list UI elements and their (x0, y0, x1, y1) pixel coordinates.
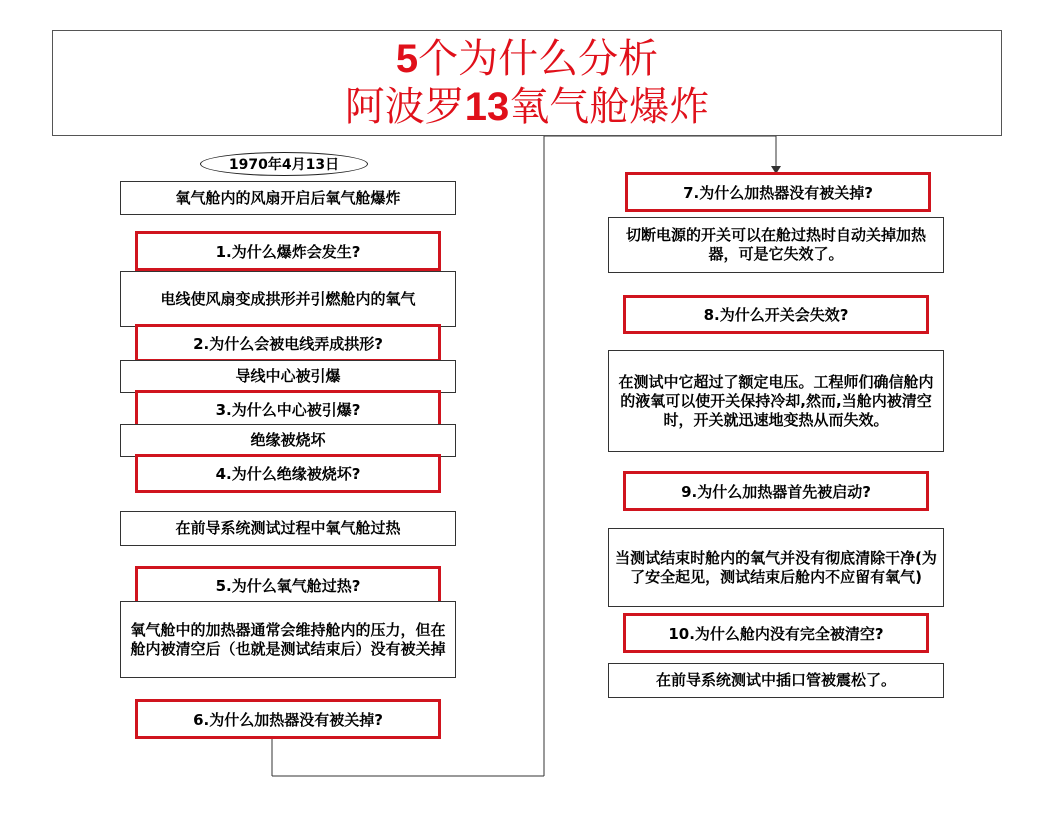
title-text-2a: 阿波罗 (344, 84, 465, 130)
answer-7: 切断电源的开关可以在舱过热时自动关掉加热器，可是它失效了。 (608, 217, 944, 273)
question-4: 4.为什么绝缘被烧坏? (135, 454, 441, 493)
answer-1: 电线使风扇变成拱形并引燃舱内的氧气 (120, 271, 456, 327)
question-9: 9.为什么加热器首先被启动? (623, 471, 929, 511)
answer-2: 导线中心被引爆 (120, 360, 456, 393)
question-6: 6.为什么加热器没有被关掉? (135, 699, 441, 739)
title-text-2b: 氧气舱爆炸 (509, 84, 710, 130)
title-box (52, 30, 1002, 136)
question-3: 3.为什么中心被引爆? (135, 390, 441, 428)
question-5: 5.为什么氧气舱过热? (135, 566, 441, 605)
title-text-1: 个为什么分析 (418, 36, 659, 82)
title-number-13: 13 (464, 85, 510, 129)
date-label: 1970年4月13日 (200, 152, 368, 176)
answer-5: 氧气舱中的加热器通常会维持舱内的压力，但在舱内被清空后（也就是测试结束后）没有被关掉 (120, 601, 456, 678)
answer-9: 当测试结束时舱内的氧气并没有彻底清除干净(为了安全起见，测试结束后舱内不应留有氧气) (608, 528, 944, 607)
title-line-2 (53, 83, 1001, 131)
answer-10: 在前导系统测试中插口管被震松了。 (608, 663, 944, 698)
title-line-1 (53, 35, 1001, 83)
answer-3: 绝缘被烧坏 (120, 424, 456, 457)
title-number-5: 5 (395, 37, 419, 81)
answer-4: 在前导系统测试过程中氧气舱过热 (120, 511, 456, 546)
question-2: 2.为什么会被电线弄成拱形? (135, 324, 441, 362)
question-8: 8.为什么开关会失效? (623, 295, 929, 334)
event-box: 氧气舱内的风扇开启后氧气舱爆炸 (120, 181, 456, 215)
answer-8: 在测试中它超过了额定电压。工程师们确信舱内的液氧可以使开关保持冷却,然而,当舱内被清空时，开关就迅速地变热从而失效。 (608, 350, 944, 452)
question-7: 7.为什么加热器没有被关掉? (625, 172, 931, 212)
question-10: 10.为什么舱内没有完全被清空? (623, 613, 929, 653)
question-1: 1.为什么爆炸会发生? (135, 231, 441, 271)
